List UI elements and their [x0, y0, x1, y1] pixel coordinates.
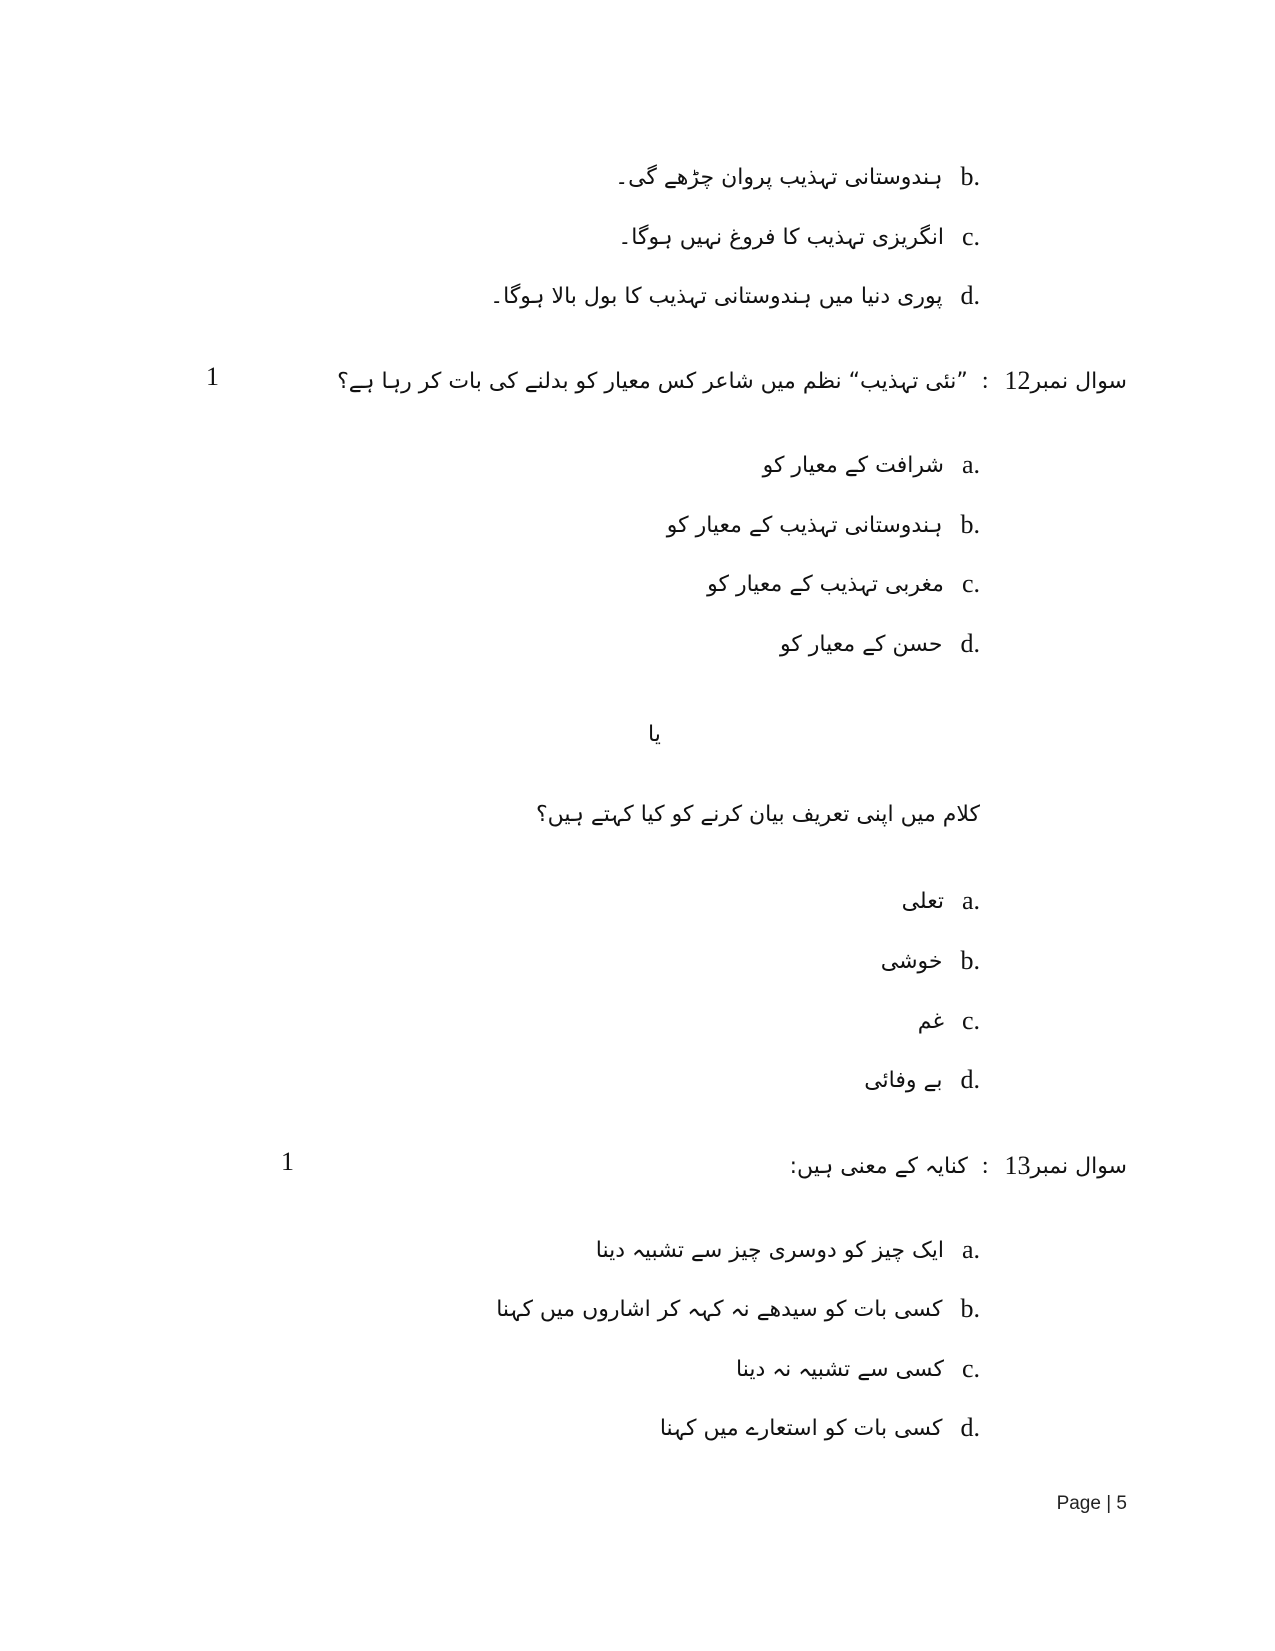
option-text: ہندوستانی تہذیب پروان چڑھے گی۔ — [615, 164, 943, 190]
option-letter: a. — [961, 1235, 980, 1264]
option-letter: a. — [961, 450, 980, 479]
question-number: 13 — [1004, 1151, 1031, 1180]
q12-option-c — [707, 567, 980, 601]
question-label: سوال نمبر — [1030, 1153, 1127, 1179]
option-letter: d. — [960, 1413, 980, 1442]
q12-marks: 1 — [206, 362, 219, 391]
option-text: حسن کے معیار کو — [779, 631, 943, 657]
question-text: ”نئی تہذیب“ نظم میں شاعر کس معیار کو بدلنے کی بات کر رہا ہے؟ — [337, 368, 968, 394]
q11-option-d — [490, 279, 980, 313]
option-letter: d. — [960, 1065, 980, 1094]
question-label: سوال نمبر — [1030, 368, 1127, 394]
q12-alt-option-a — [902, 884, 980, 918]
option-text: مغربی تہذیب کے معیار کو — [707, 571, 944, 597]
option-letter: b. — [960, 162, 980, 191]
option-letter: a. — [961, 886, 980, 915]
option-text: تعلی — [901, 888, 944, 914]
q12-option-b — [667, 508, 980, 542]
q13-marks: 1 — [281, 1147, 294, 1176]
q12-option-d — [780, 627, 980, 661]
option-letter: c. — [961, 1354, 980, 1383]
option-letter: b. — [960, 510, 980, 539]
option-letter: b. — [960, 1294, 980, 1323]
page-number: Page | 5 — [1056, 1493, 1127, 1514]
option-letter: d. — [960, 629, 980, 658]
option-text: کسی سے تشبیہ نہ دینا — [736, 1356, 944, 1382]
or-separator: یا — [648, 722, 661, 747]
q13-option-a — [596, 1233, 980, 1267]
option-letter: b. — [960, 946, 980, 975]
option-text: کسی بات کو استعارے میں کہنا — [659, 1415, 943, 1441]
question-colon: : — [981, 367, 989, 394]
q11-option-b — [615, 160, 980, 194]
option-text: شرافت کے معیار کو — [762, 452, 944, 478]
option-text: بے وفائی — [864, 1067, 943, 1093]
option-letter: c. — [961, 222, 980, 251]
question-colon: : — [981, 1152, 989, 1179]
q11-option-c — [618, 220, 980, 254]
q12-option-a — [763, 448, 980, 482]
option-letter: d. — [960, 281, 980, 310]
option-text: پوری دنیا میں ہندوستانی تہذیب کا بول بالا ہوگا۔ — [490, 283, 943, 309]
option-letter: c. — [961, 1006, 980, 1035]
q12-question — [337, 362, 1127, 400]
option-text: ہندوستانی تہذیب کے معیار کو — [666, 512, 943, 538]
q12-alt-question-text: کلام میں اپنی تعریف بیان کرنے کو کیا کہتے ہیں؟ — [535, 802, 980, 827]
q13-option-d — [660, 1411, 980, 1445]
option-text: کسی بات کو سیدھے نہ کہہ کر اشاروں میں کہنا — [496, 1296, 943, 1322]
option-text: انگریزی تہذیب کا فروغ نہیں ہوگا۔ — [618, 224, 944, 250]
q13-option-c — [736, 1352, 980, 1386]
question-text: کنایہ کے معنی ہیں: — [789, 1153, 968, 1179]
q12-alt-option-c — [918, 1004, 980, 1038]
option-text: ایک چیز کو دوسری چیز سے تشبیہ دینا — [595, 1237, 944, 1263]
option-text: غم — [917, 1008, 944, 1034]
option-letter: c. — [961, 569, 980, 598]
question-number: 12 — [1004, 366, 1031, 395]
q12-alt-option-d — [864, 1063, 980, 1097]
q13-question — [790, 1147, 1127, 1185]
q13-option-b — [496, 1292, 980, 1326]
q12-alt-option-b — [881, 944, 980, 978]
option-text: خوشی — [880, 948, 943, 974]
